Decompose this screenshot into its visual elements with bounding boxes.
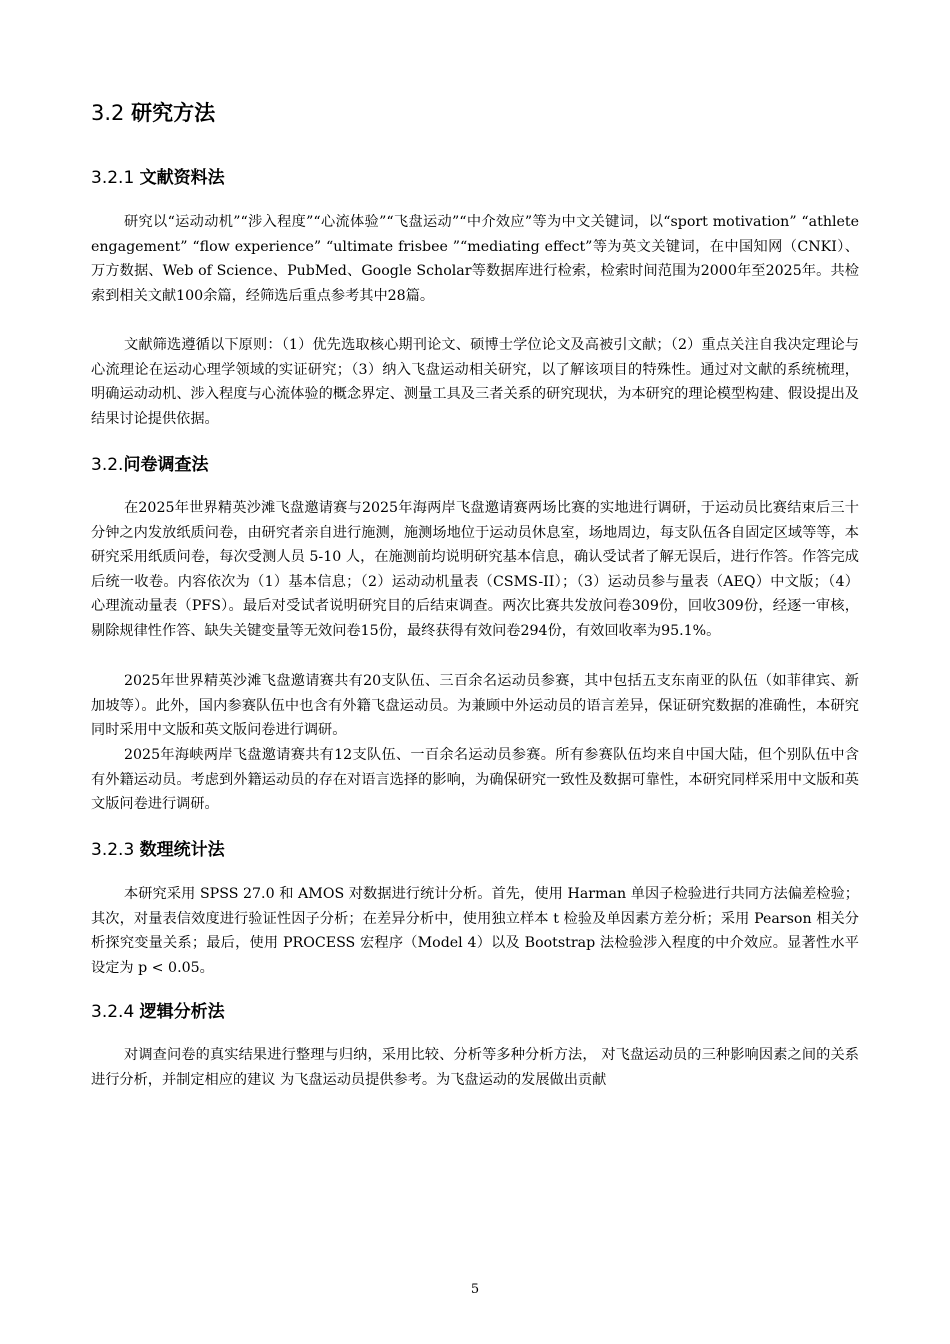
subsection-number: 3.2.3: [91, 840, 135, 860]
paragraph: 文献筛选遵循以下原则：（1）优先选取核心期刊论文、硕博士学位论文及高被引文献；（2）重点关注自我决定理论与心流理论在运动心理学领域的实证研究；（3）纳入飞盘运动相关研究，以了解该项目的特殊性。通过对文献的系统梳理，明确运动动机、涉入程度与心流体验的概念界定、测量工具及三者关系的研究现状，为本研究的理论模型构建、假设提出及结果讨论提供依据。: [91, 337, 859, 427]
page-number: 5: [470, 1282, 480, 1297]
section-title: 研究方法: [131, 101, 216, 125]
paragraph: 研究以“运动动机”“涉入程度”“心流体验”“飞盘运动”“中介效应”等为中文关键词，以“sport motivation” “athlete engagement” “flow experience” “ultimate frisbee ”“mediating effect”等为英文关键词，在中国知网（CNKI）、万方数据、Web of Science、PubMed、Google Scholar等数据库进行检索，检索时间范围为2000年至2025年。共检索到相关文献100余篇，经筛选后重点参考其中28篇。: [91, 214, 859, 304]
paragraph: 2025年世界精英沙滩飞盘邀请赛共有20支队伍、三百余名运动员参赛，其中包括五支东南亚的队伍（如菲律宾、新加坡等）。此外，国内参赛队伍中也含有外籍飞盘运动员。为兼顾中外运动员的语言差异，保证研究数据的准确性，本研究同时采用中文版和英文版问卷进行调研。: [91, 673, 859, 739]
subsection-title: 问卷调查法: [123, 455, 209, 475]
subsection-heading-statistics: [91, 838, 225, 862]
subsection-heading-literature: [91, 166, 225, 190]
paragraph: 对调查问卷的真实结果进行整理与归纳，采用比较、分析等多种分析方法， 对飞盘运动员的三种影响因素之间的关系进行分析，并制定相应的建议 为飞盘运动员提供参考。为飞盘运动的发展做出贡献: [91, 1047, 859, 1088]
paragraph: 2025年海峡两岸飞盘邀请赛共有12支队伍、一百余名运动员参赛。所有参赛队伍均来自中国大陆，但个别队伍中含有外籍运动员。考虑到外籍运动员的存在对语言选择的影响，为确保研究一致性及数据可靠性，本研究同样采用中文版和英文版问卷进行调研。: [91, 747, 859, 813]
subsection-heading-logic: [91, 1000, 225, 1024]
paragraph: 本研究采用 SPSS 27.0 和 AMOS 对数据进行统计分析。首先，使用 Harman 单因子检验进行共同方法偏差检验；其次，对量表信效度进行验证性因子分析；在差异分析中，使用独立样本 t 检验及单因素方差分析；采用 Pearson 相关分析探究变量关系；最后，使用 PROCESS 宏程序（Model 4）以及 Bootstrap 法检验涉入程度的中介效应。显著性水平设定为 p < 0.05。: [91, 886, 859, 976]
subsection-heading-questionnaire: [91, 453, 208, 477]
subsection-number: 3.2.4: [91, 1002, 135, 1022]
subsection-title: 数理统计法: [139, 840, 225, 860]
subsection-number: 3.2.: [91, 455, 124, 475]
subsection-title: 文献资料法: [139, 168, 225, 188]
section-heading: [91, 98, 215, 128]
document-page: [91, 0, 859, 1344]
subsection-title: 逻辑分析法: [139, 1002, 225, 1022]
subsection-number: 3.2.1: [91, 168, 135, 188]
section-number: 3.2: [91, 101, 125, 125]
paragraph: 在2025年世界精英沙滩飞盘邀请赛与2025年海两岸飞盘邀请赛两场比赛的实地进行调研，于运动员比赛结束后三十分钟之内发放纸质问卷，由研究者亲自进行施测，施测场地位于运动员休息室，场地周边，每支队伍各自固定区域等等，本研究采用纸质问卷，每次受测人员 5-10 人，在施测前均说明研究基本信息，确认受试者了解无误后，进行作答。作答完成后统一收卷。内容依次为（1）基本信息；（2）运动动机量表（CSMS-II）；（3）运动员参与量表（AEQ）中文版；（4）心理流动量表（PFS）。最后对受试者说明研究目的后结束调查。两次比赛共发放问卷309份，回收309份，经逐一审核，剔除规律性作答、缺失关键变量等无效问卷15份，最终获得有效问卷294份，有效回收率为95.1%。: [91, 500, 859, 639]
